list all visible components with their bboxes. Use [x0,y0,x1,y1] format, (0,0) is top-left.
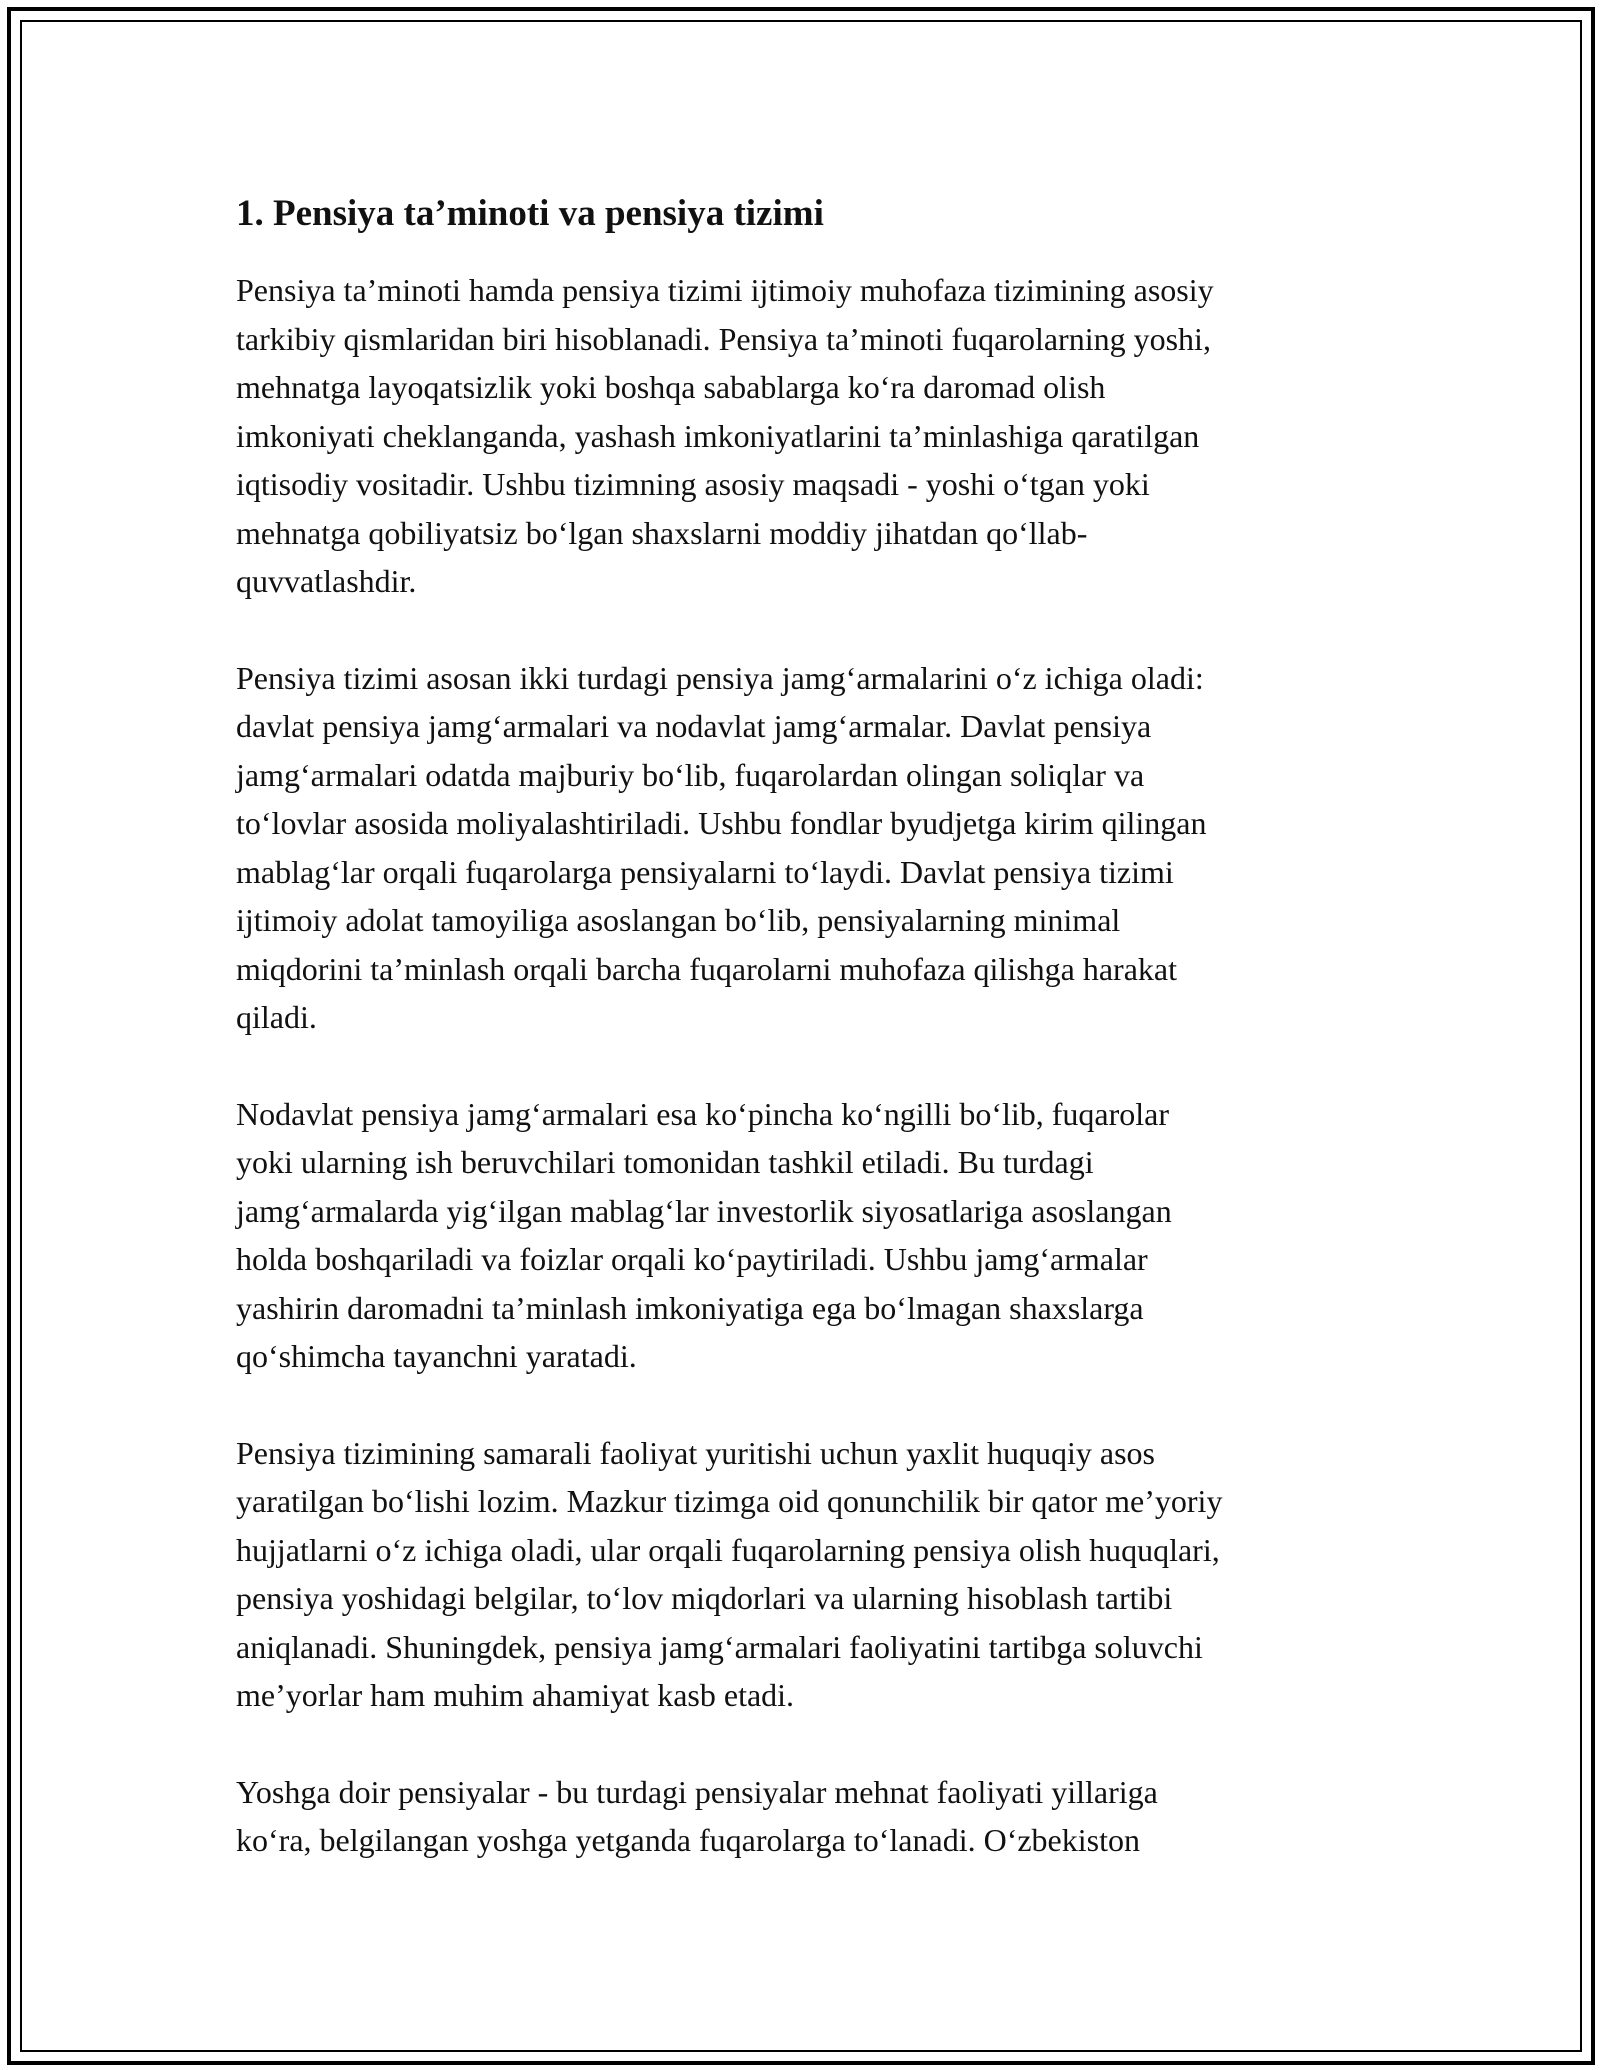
text-line: jamgʻarmalari odatda majburiy boʻlib, fuqarolardan olingan soliqlar va [236,756,1145,793]
text-line: yashirin daromadni ta’minlash imkoniyatiga ega boʻlmagan shaxslarga [236,1289,1144,1326]
text-line: quvvatlashdir. [236,563,417,599]
text-line: aniqlanadi. Shuningdek, pensiya jamgʻarmalari faoliyatini tartibga soluvchi [236,1628,1203,1665]
text-line: ijtimoiy adolat tamoyiliga asoslangan boʻlib, pensiyalarning minimal [236,902,1121,938]
text-line: yaratilgan boʻlishi lozim. Mazkur tizimga oid qonunchilik bir qator me’yoriy [236,1483,1223,1519]
text-line: yoki ularning ish beruvchilari tomonidan tashkil etiladi. Bu turdagi [236,1144,1094,1180]
paragraph-pension-provision [236,266,1376,606]
section-heading: 1. Pensiya ta’minoti va pensiya tizimi [236,193,824,234]
paragraph-legal-basis [236,1429,1376,1720]
text-line: Pensiya ta’minoti hamda pensiya tizimi ijtimoiy muhofaza tizimining asosiy [236,272,1214,308]
paragraph-non-state-funds [236,1090,1376,1381]
text-line: Pensiya tizimi asosan ikki turdagi pensiya jamgʻarmalarini oʻz ichiga oladi: [236,659,1204,696]
paragraph-age-pensions [236,1768,1376,1865]
text-line: iqtisodiy vositadir. Ushbu tizimning asosiy maqsadi - yoshi oʻtgan yoki [236,466,1150,502]
text-line: koʻra, belgilangan yoshga yetganda fuqarolarga toʻlanadi. Oʻzbekiston [236,1822,1140,1858]
text-line: mehnatga layoqatsizlik yoki boshqa sabablarga koʻra daromad olish [236,369,1106,405]
text-line: me’yorlar ham muhim ahamiyat kasb etadi. [236,1677,795,1713]
text-line: toʻlovlar asosida moliyalashtiriladi. Ushbu fondlar byudjetga kirim qilingan [236,805,1207,841]
text-line: holda boshqariladi va foizlar orqali koʻpaytiriladi. Ushbu jamgʻarmalar [236,1241,1148,1277]
document-body [236,189,1376,1913]
text-line: davlat pensiya jamgʻarmalari va nodavlat jamgʻarmalar. Davlat pensiya [236,708,1152,744]
text-line: Yoshga doir pensiyalar - bu turdagi pensiyalar mehnat faoliyati yillariga [236,1773,1158,1810]
text-line: hujjatlarni oʻz ichiga oladi, ular orqali fuqarolarning pensiya olish huquqlari, [236,1531,1220,1568]
text-line: Pensiya tizimining samarali faoliyat yuritishi uchun yaxlit huquqiy asos [236,1434,1155,1471]
text-line: tarkibiy qismlaridan biri hisoblanadi. Pensiya ta’minoti fuqarolarning yoshi, [236,320,1211,357]
text-line: mablagʻlar orqali fuqarolarga pensiyalarni toʻlaydi. Davlat pensiya tizimi [236,853,1174,890]
text-line: qiladi. [236,999,317,1035]
text-line: Nodavlat pensiya jamgʻarmalari esa koʻpincha koʻngilli boʻlib, fuqarolar [236,1095,1170,1132]
text-line: qoʻshimcha tayanchni yaratadi. [236,1338,637,1374]
text-line: jamgʻarmalarda yigʻilgan mablagʻlar investorlik siyosatlariga asoslangan [236,1192,1172,1229]
text-line: miqdorini ta’minlash orqali barcha fuqarolarni muhofaza qilishga harakat [236,950,1177,987]
text-line: pensiya yoshidagi belgilar, toʻlov miqdorlari va ularning hisoblash tartibi [236,1580,1173,1616]
text-line: mehnatga qobiliyatsiz boʻlgan shaxslarni moddiy jihatdan qoʻllab- [236,514,1088,551]
text-line: imkoniyati cheklanganda, yashash imkoniyatlarini ta’minlashiga qaratilgan [236,417,1200,454]
paragraph-pension-system [236,654,1376,1042]
